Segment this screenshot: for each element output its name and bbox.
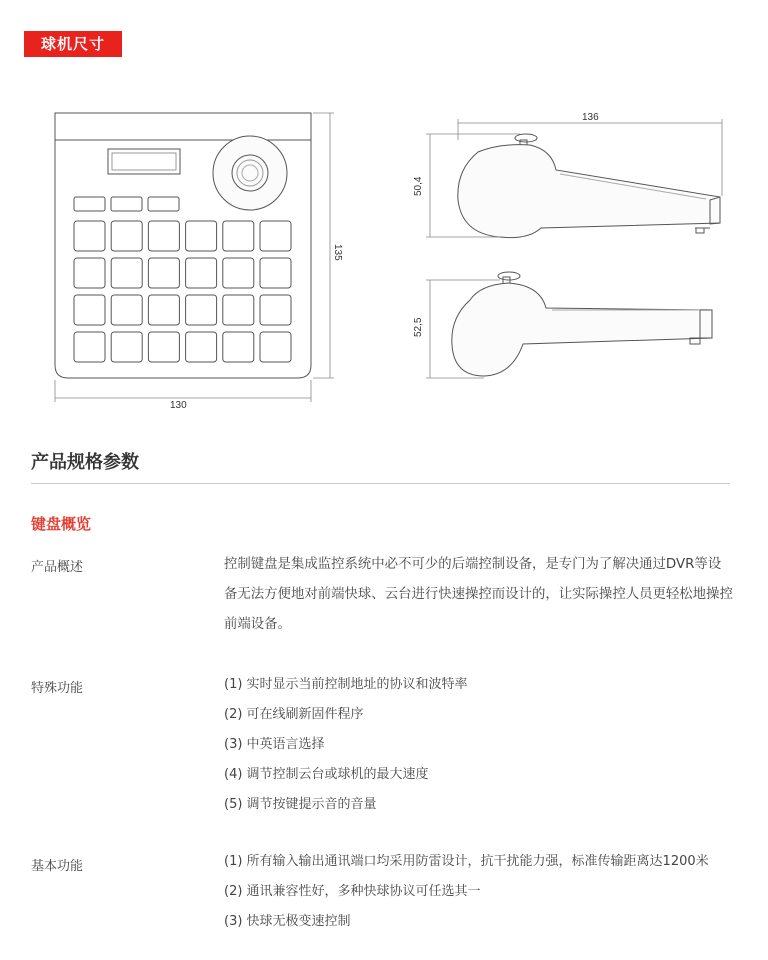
dim-height: 135	[332, 244, 343, 261]
keypad-key	[74, 258, 105, 288]
keypad-key	[148, 295, 179, 325]
overview-text: 控制键盘是集成监控系统中必不可少的后端控制设备，是专门为了解决通过DVR等设备无法方便地对前端快球、云台进行快速操控而设计的，让实际操控人员更轻松地操控前端设备。	[224, 557, 733, 632]
list-item: (3) 中英语言选择	[224, 737, 325, 752]
list-item: (5) 调节按键提示音的音量	[224, 797, 377, 812]
basic-label: 基本功能	[31, 859, 84, 874]
section-tag: 球机尺寸	[24, 31, 122, 57]
keypad-key	[111, 295, 142, 325]
special-list	[224, 670, 734, 820]
keypad-key	[74, 221, 105, 251]
keypad-key	[260, 221, 291, 251]
dim-side-height-top: 50,4	[413, 176, 424, 196]
keypad-key	[223, 221, 254, 251]
overview-label: 产品概述	[31, 560, 84, 575]
keypad-key	[74, 332, 105, 362]
keypad-key	[186, 332, 217, 362]
dim-side-height-bottom: 52,5	[413, 317, 424, 337]
keypad-key	[260, 258, 291, 288]
keypad-key	[186, 221, 217, 251]
small-keys	[74, 197, 179, 211]
overview-subtitle: 键盘概览	[31, 515, 92, 533]
list-item: (2) 可在线刷新固件程序	[224, 707, 364, 722]
keypad-key	[223, 295, 254, 325]
keypad-key	[111, 258, 142, 288]
keypad-key	[148, 332, 179, 362]
front-view	[55, 113, 311, 378]
special-label: 特殊功能	[31, 681, 84, 696]
section-divider	[31, 483, 730, 484]
keypad-key	[186, 258, 217, 288]
keypad-key	[223, 258, 254, 288]
keypad-key	[111, 221, 142, 251]
keypad-key	[74, 295, 105, 325]
keypad-key	[111, 332, 142, 362]
list-item: (2) 通讯兼容性好，多种快球协议可任选其一	[224, 884, 481, 899]
keypad-key	[148, 258, 179, 288]
keypad-key	[260, 295, 291, 325]
list-item: (4) 调节控制云台或球机的最大速度	[224, 767, 429, 782]
keypad-key	[186, 295, 217, 325]
list-item: (3) 快球无极变速控制	[224, 914, 351, 929]
keypad-key	[223, 332, 254, 362]
side-view-top	[458, 134, 720, 238]
list-item: (1) 所有输入输出通讯端口均采用防雷设计，抗干扰能力强，标准传输距离达1200米	[224, 854, 709, 869]
dim-side-length: 136	[582, 112, 599, 123]
dim-width: 130	[170, 400, 187, 411]
list-item: (1) 实时显示当前控制地址的协议和波特率	[224, 677, 468, 692]
basic-list	[224, 847, 734, 937]
specs-title: 产品规格参数	[31, 452, 139, 473]
side-view-bottom	[452, 272, 712, 376]
keypad-key	[148, 221, 179, 251]
key-grid	[74, 221, 291, 362]
dimension-drawing	[0, 90, 768, 420]
keypad-key	[260, 332, 291, 362]
